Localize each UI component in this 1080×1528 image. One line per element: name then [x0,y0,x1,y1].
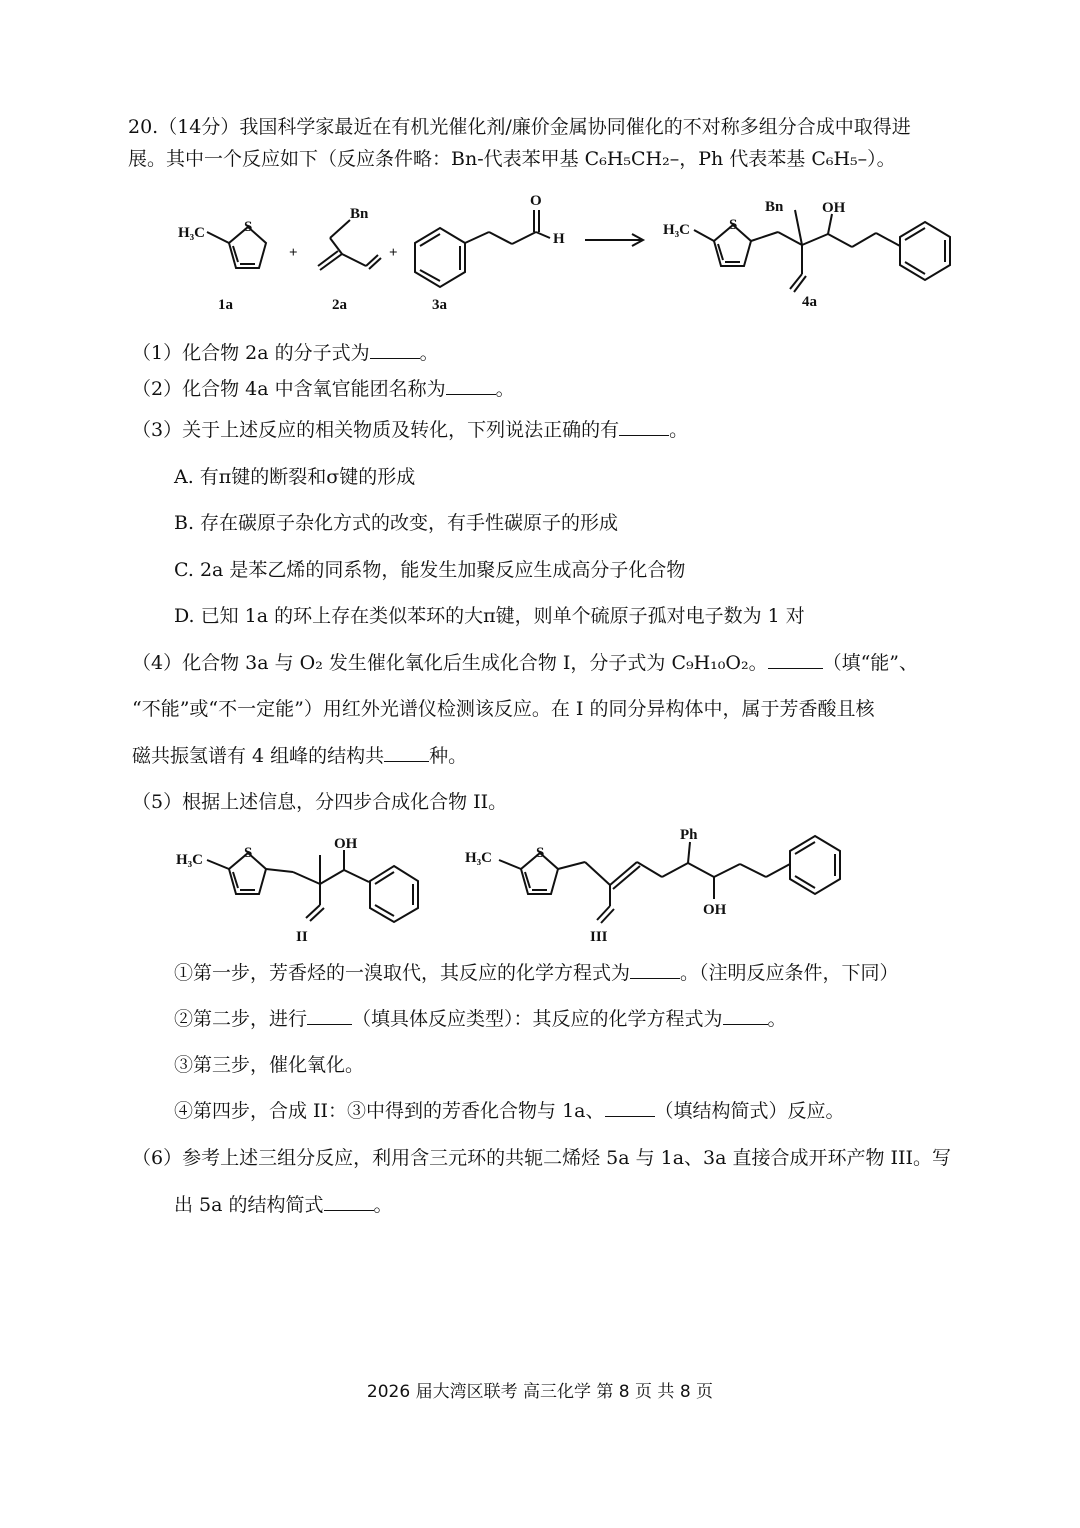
atom-s-iii: S [536,845,545,861]
atom-s: S [244,219,253,235]
part-4-line1: （4）化合物 3a 与 O₂ 发生催化氧化后生成化合物 I，分子式为 C₉H₁₀O₂。 （填“能”、 [132,652,919,674]
atom-h3c: H₃C [178,225,205,241]
label-1a: 1a [218,297,233,313]
atom-bn: Bn [350,206,369,222]
part-6-line1: （6）参考上述三组分反应，利用含三元环的共轭二烯烃 5a 与 1a、3a 直接合成开环产物 III。写 [132,1147,952,1169]
step-4: ④第四步，合成 II：③中得到的芳香化合物与 1a、 （填结构简式）反应。 [174,1100,845,1122]
answer-blank-6[interactable] [324,1192,374,1211]
answer-blank-1[interactable] [370,340,420,359]
part-2: （2）化合物 4a 中含氧官能团名称为 。 [132,378,515,400]
question-header-line2: 展。其中一个反应如下（反应条件略：Bn-代表苯甲基 C₆H₅CH₂–，Ph 代表苯基 C₆H₅–）。 [128,148,896,170]
part-4-line2: “不能”或“不一定能”）用红外光谱仪检测该反应。在 I 的同分异构体中，属于芳香酸且核 [132,698,875,720]
atom-h3c-ii: H₃C [176,852,203,868]
answer-blank-5-1[interactable] [630,960,680,979]
atom-oh-ii: OH [334,836,358,852]
part-1: （1）化合物 2a 的分子式为 。 [132,342,439,364]
answer-blank-4a[interactable] [768,650,823,669]
atom-bn-4a: Bn [765,199,784,215]
atom-h3c-4a: H₃C [663,222,690,238]
plus-sign-2: + [389,245,398,261]
answer-blank-4b[interactable] [384,743,429,762]
option-b: B. 存在碳原子杂化方式的改变，有手性碳原子的形成 [174,512,619,534]
part-6-line2: 出 5a 的结构简式 。 [174,1194,393,1216]
part-4-line3: 磁共振氢谱有 4 组峰的结构共 种。 [132,745,468,767]
answer-blank-2[interactable] [446,376,496,395]
atom-h3c-iii: H₃C [465,850,492,866]
step-2: ②第二步，进行 （填具体反应类型）：其反应的化学方程式为 。 [174,1008,787,1030]
atom-h: H [553,231,565,247]
question-header-line1: 20.（14分）我国科学家最近在有机光催化剂/廉价金属协同催化的不对称多组分合成中取得进 [128,116,911,138]
page-footer: 2026 届大湾区联考 高三化学 第 8 页 共 8 页 [366,1382,714,1402]
atom-s-ii: S [244,845,253,861]
label-ii: II [296,929,308,945]
label-iii: III [590,929,608,945]
structures-ii-iii [0,820,1080,950]
part-5: （5）根据上述信息，分四步合成化合物 II。 [132,791,508,813]
label-4a: 4a [802,294,817,310]
answer-blank-5-4[interactable] [605,1098,655,1117]
plus-sign: + [289,245,298,261]
option-d: D. 已知 1a 的环上存在类似苯环的大π键，则单个硫原子孤对电子数为 1 对 [174,605,805,627]
reaction-scheme [0,180,1080,320]
answer-blank-3[interactable] [619,417,669,436]
answer-blank-5-2b[interactable] [723,1006,768,1025]
answer-blank-5-2a[interactable] [307,1006,352,1025]
atom-oh-iii: OH [703,902,727,918]
label-2a: 2a [332,297,347,313]
atom-o: O [530,193,542,209]
step-3: ③第三步，催化氧化。 [174,1054,365,1076]
part-3: （3）关于上述反应的相关物质及转化，下列说法正确的有 。 [132,419,689,441]
label-3a: 3a [432,297,447,313]
step-1: ①第一步，芳香烃的一溴取代，其反应的化学方程式为 。（注明反应条件，下同） [174,962,899,984]
option-a: A. 有π键的断裂和σ键的形成 [174,466,416,488]
atom-ph-iii: Ph [680,827,698,843]
atom-s-4a: S [729,217,738,233]
atom-oh-4a: OH [822,200,846,216]
option-c: C. 2a 是苯乙烯的同系物，能发生加聚反应生成高分子化合物 [174,559,686,581]
